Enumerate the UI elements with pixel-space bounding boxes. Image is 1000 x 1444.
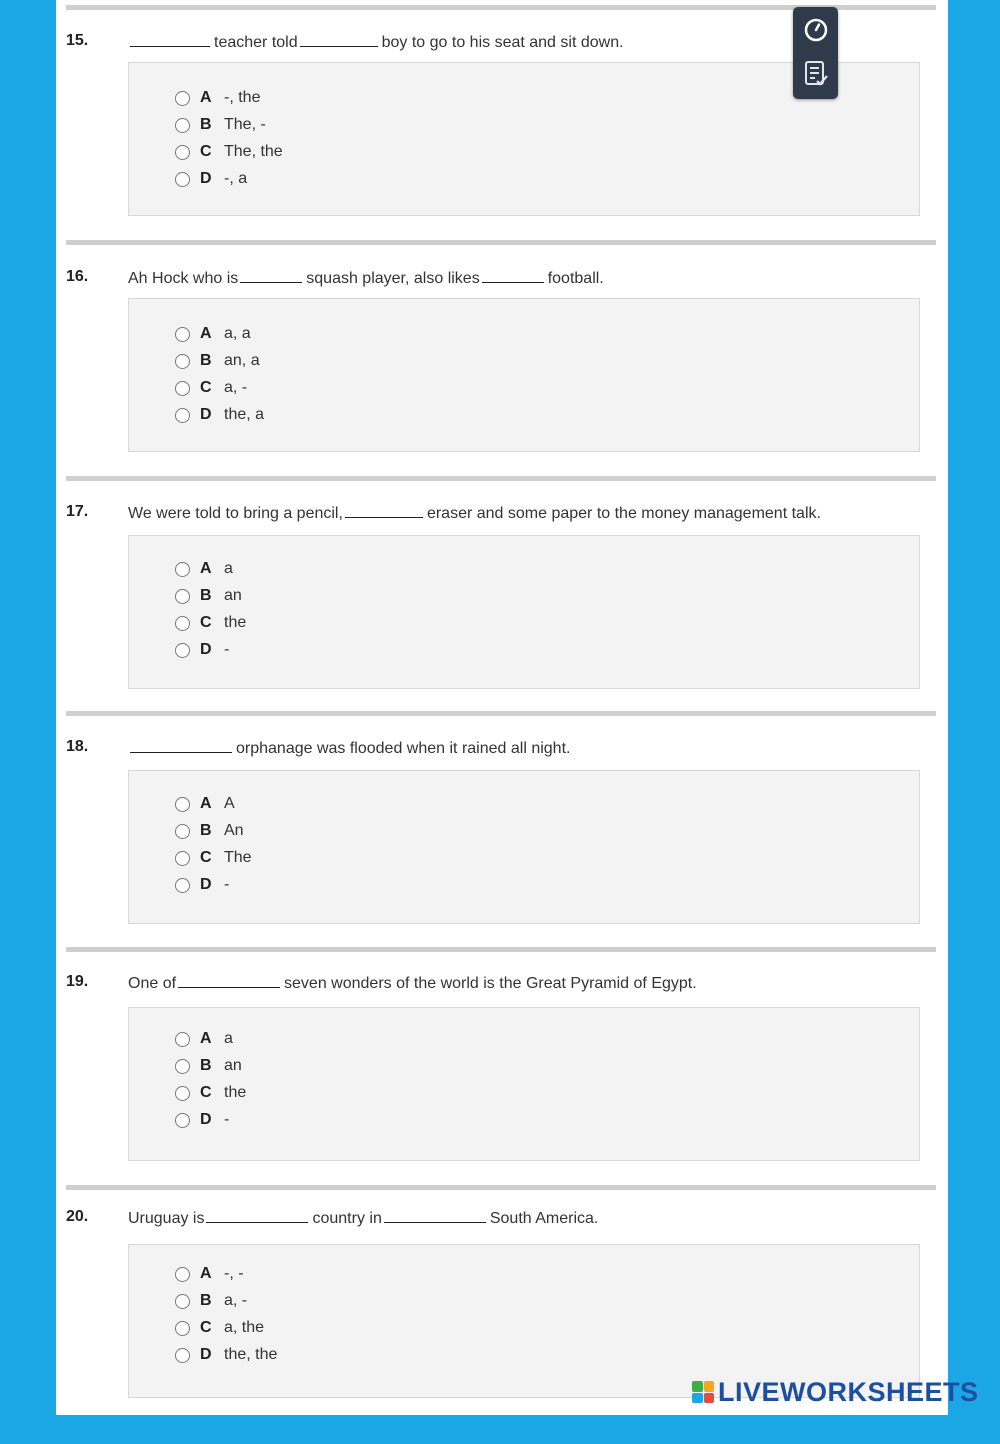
logo-mark-icon [692,1381,714,1403]
option-b[interactable]: B an, a [175,350,260,372]
option-d[interactable]: D the, a [175,404,264,426]
option-b[interactable]: B an [175,1055,242,1077]
option-a[interactable]: A -, the [175,87,260,109]
option-a[interactable]: A A [175,793,235,815]
question-number: 15. [66,32,89,49]
option-c[interactable]: C the [175,612,246,634]
question-20 [56,1208,948,1444]
radio-button[interactable] [175,1059,190,1074]
radio-button[interactable] [175,118,190,133]
option-c[interactable]: C a, the [175,1317,264,1339]
option-b[interactable]: B The, - [175,114,266,136]
answer-blank [206,1208,308,1223]
radio-button[interactable] [175,354,190,369]
question-number: 20. [66,1208,89,1225]
divider [66,947,936,952]
radio-button[interactable] [175,851,190,866]
question-text: orphanage was flooded when it rained all night. [128,738,570,758]
answer-blank [300,32,378,47]
logo-text: LIVEWORKSHEETS [718,1376,979,1407]
option-a[interactable]: A a, a [175,323,251,345]
radio-button[interactable] [175,643,190,658]
radio-button[interactable] [175,616,190,631]
option-a[interactable]: A a [175,558,233,580]
options-box [128,1244,920,1398]
divider [66,476,936,481]
option-d[interactable]: D -, a [175,168,247,190]
divider [66,240,936,245]
answer-blank [130,738,232,753]
radio-button[interactable] [175,878,190,893]
radio-button[interactable] [175,824,190,839]
question-text: We were told to bring a pencil, eraser and some paper to the money management talk. [128,505,821,522]
question-number: 16. [66,268,89,285]
radio-button[interactable] [175,1294,190,1309]
radio-button[interactable] [175,408,190,423]
question-17 [56,503,948,739]
option-d[interactable]: D - [175,1109,229,1131]
worksheet-page [56,0,948,1415]
answer-blank [345,503,423,518]
options-box [128,535,920,689]
option-c[interactable]: C The [175,847,252,869]
answer-blank [482,268,544,283]
question-number: 19. [66,973,89,990]
option-b[interactable]: B an [175,585,242,607]
radio-button[interactable] [175,1321,190,1336]
radio-button[interactable] [175,327,190,342]
question-text: One of seven wonders of the world is the Great Pyramid of Egypt. [128,975,697,992]
floating-toolbar [793,7,838,99]
answer-blank [384,1208,486,1223]
option-a[interactable]: A a [175,1028,233,1050]
option-d[interactable]: D - [175,874,229,896]
radio-button[interactable] [175,172,190,187]
divider [66,1185,936,1190]
answer-blank [240,268,302,283]
question-text: Uruguay is country in South America. [128,1210,599,1227]
options-box [128,1007,920,1161]
answer-blank [130,32,210,47]
radio-button[interactable] [175,1113,190,1128]
question-number: 18. [66,738,89,755]
option-d[interactable]: D - [175,639,229,661]
question-18 [56,738,948,974]
checklist-icon[interactable] [800,57,831,91]
option-c[interactable]: C a, - [175,377,247,399]
liveworksheets-logo [692,1376,979,1408]
timer-icon[interactable] [800,13,831,47]
radio-button[interactable] [175,562,190,577]
option-b[interactable]: B An [175,820,244,842]
question-number: 17. [66,503,89,520]
question-19 [56,973,948,1209]
option-b[interactable]: B a, - [175,1290,247,1312]
radio-button[interactable] [175,797,190,812]
answer-blank [178,973,280,988]
question-text: Ah Hock who is squash player, also likes football. [128,270,604,287]
radio-button[interactable] [175,589,190,604]
options-box [128,770,920,924]
options-box [128,298,920,452]
option-c[interactable]: C The, the [175,141,283,163]
radio-button[interactable] [175,91,190,106]
option-c[interactable]: C the [175,1082,246,1104]
option-a[interactable]: A -, - [175,1263,244,1285]
option-d[interactable]: D the, the [175,1344,277,1366]
divider [66,711,936,716]
question-text: teacher told boy to go to his seat and sit down. [128,32,624,52]
radio-button[interactable] [175,1267,190,1282]
radio-button[interactable] [175,145,190,160]
radio-button[interactable] [175,1032,190,1047]
radio-button[interactable] [175,1348,190,1363]
question-16 [56,268,948,504]
radio-button[interactable] [175,1086,190,1101]
radio-button[interactable] [175,381,190,396]
